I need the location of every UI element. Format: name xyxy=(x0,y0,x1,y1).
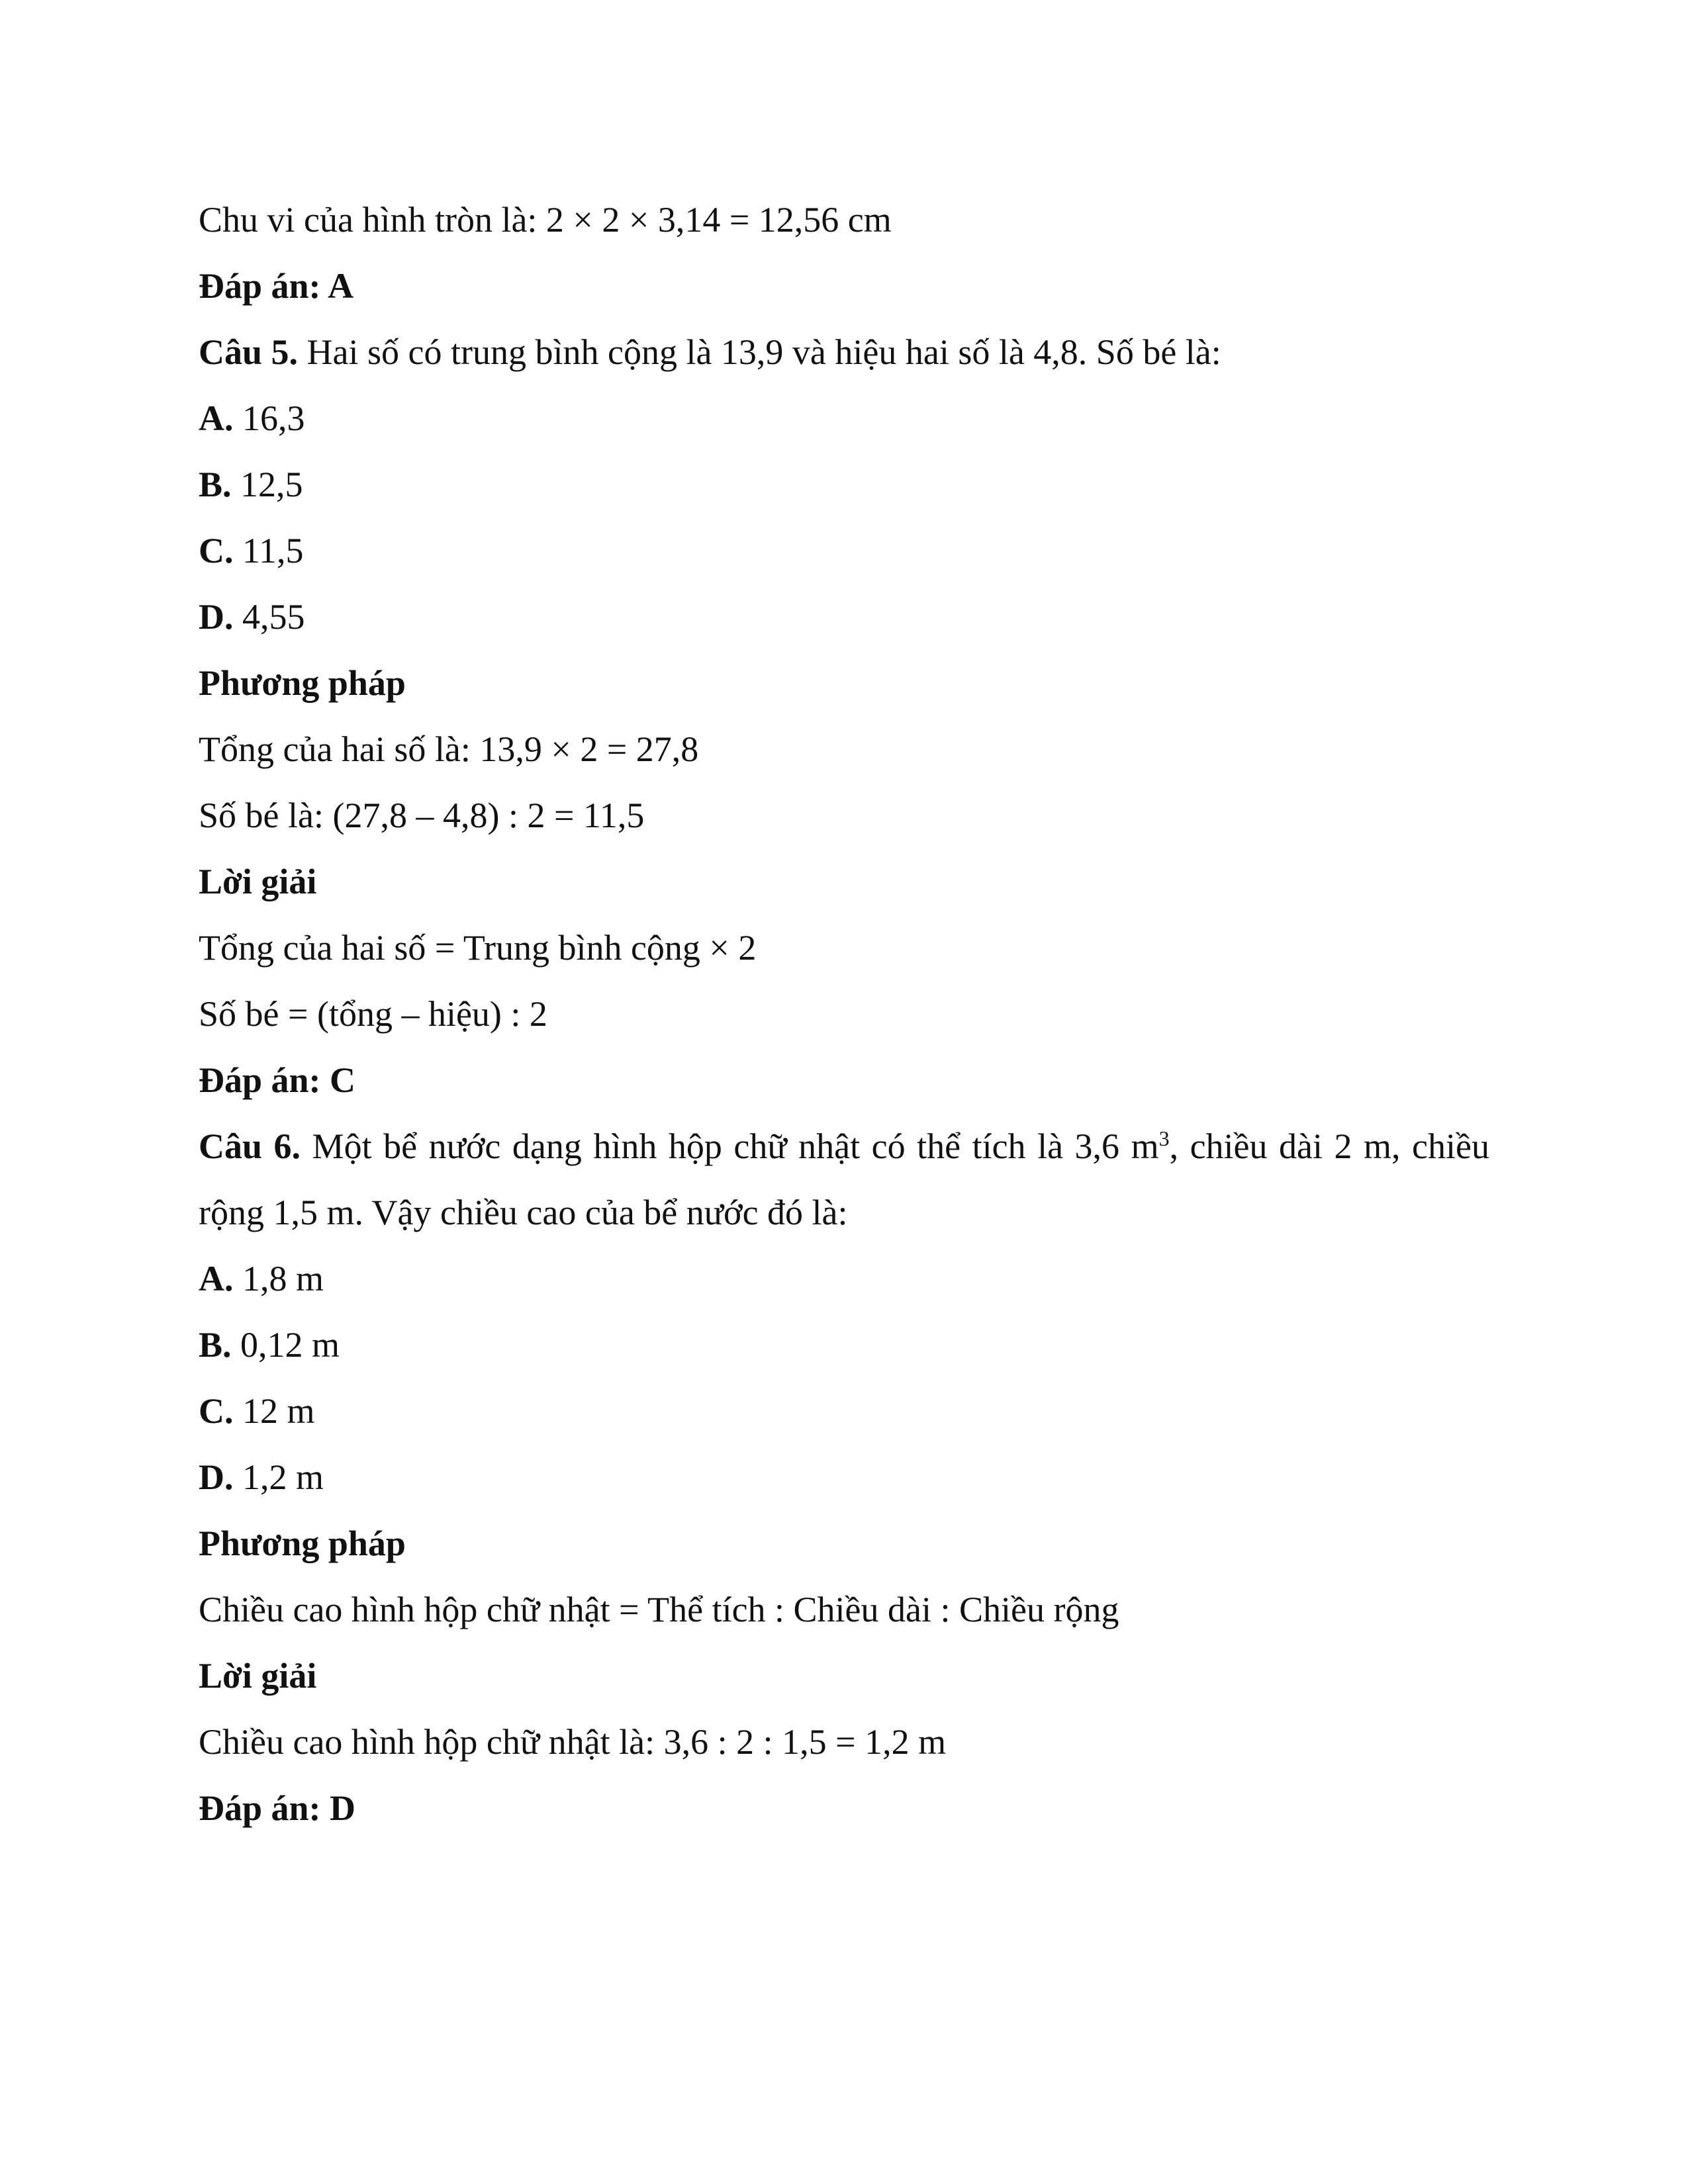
option-value: 0,12 m xyxy=(231,1325,340,1365)
option-value: 1,2 m xyxy=(233,1457,324,1497)
option-key: A. xyxy=(199,398,234,438)
q6-solution-line-1 xyxy=(199,1721,946,1763)
circle-perimeter-line xyxy=(199,199,892,241)
question-5-label: Câu 5. xyxy=(199,332,299,372)
option-key: C. xyxy=(199,531,234,570)
option-value: 4,55 xyxy=(233,597,305,637)
q6-option-c xyxy=(199,1390,315,1432)
option-key: D. xyxy=(199,597,234,637)
question-6-text-part-1: Một bể nước dạng hình hộp chữ nhật có thể tích là 3,6 m xyxy=(301,1126,1159,1166)
superscript-exponent: 3 xyxy=(1158,1126,1170,1150)
q5-option-b xyxy=(199,463,303,506)
option-value: 11,5 xyxy=(233,531,304,570)
answer-label: Đáp án: A xyxy=(199,266,354,306)
q5-answer xyxy=(199,1059,355,1101)
q6-solution-heading xyxy=(199,1655,316,1697)
option-value: 12,5 xyxy=(231,465,303,504)
option-key: A. xyxy=(199,1259,234,1298)
q6-option-b xyxy=(199,1324,340,1366)
q6-answer xyxy=(199,1787,355,1829)
option-value: 16,3 xyxy=(233,398,305,438)
question-5-text: Hai số có trung bình cộng là 13,9 và hiệu hai số là 4,8. Số bé là: xyxy=(298,332,1221,372)
option-key: D. xyxy=(199,1457,234,1497)
q5-method-line-2 xyxy=(199,794,644,837)
option-key: B. xyxy=(199,465,232,504)
question-6-label: Câu 6. xyxy=(199,1126,301,1166)
q5-solution-line-2 xyxy=(199,993,547,1035)
answer-label: Đáp án: C xyxy=(199,1060,356,1100)
question-5 xyxy=(199,331,1221,373)
option-key: B. xyxy=(199,1325,232,1365)
heading-text: Lời giải xyxy=(199,1656,317,1696)
q5-method-heading xyxy=(199,662,406,704)
q6-method-line-1 xyxy=(199,1588,1119,1631)
q5-option-d xyxy=(199,596,305,638)
text: Tổng của hai số = Trung bình cộng × 2 xyxy=(199,928,757,968)
q5-option-a xyxy=(199,397,305,439)
text: Chiều cao hình hộp chữ nhật là: 3,6 : 2 : 1,5 = 1,2 m xyxy=(199,1722,947,1762)
answer-label: Đáp án: D xyxy=(199,1788,356,1828)
option-key: C. xyxy=(199,1391,234,1431)
question-6-text-part-2: , chiều dài 2 m, chiều rộng 1,5 m. Vậy chiều cao của bể nước đó là: xyxy=(199,1126,1489,1232)
heading-text: Lời giải xyxy=(199,862,317,901)
answer-a-line xyxy=(199,265,353,307)
text: Số bé = (tổng – hiệu) : 2 xyxy=(199,994,547,1034)
q5-solution-heading xyxy=(199,860,316,903)
q6-method-heading xyxy=(199,1522,406,1565)
option-value: 1,8 m xyxy=(233,1259,324,1298)
text: Chu vi của hình tròn là: 2 × 2 × 3,14 = 12,56 cm xyxy=(199,200,892,240)
q5-method-line-1 xyxy=(199,728,698,770)
q6-option-d xyxy=(199,1456,324,1498)
text: Số bé là: (27,8 – 4,8) : 2 = 11,5 xyxy=(199,796,645,835)
text: Tổng của hai số là: 13,9 × 2 = 27,8 xyxy=(199,729,699,769)
q5-option-c xyxy=(199,529,304,572)
option-value: 12 m xyxy=(233,1391,315,1431)
question-6 xyxy=(199,1113,1489,1246)
heading-text: Phương pháp xyxy=(199,1524,406,1563)
text: Chiều cao hình hộp chữ nhật = Thể tích : Chiều dài : Chiều rộng xyxy=(199,1590,1119,1629)
q5-solution-line-1 xyxy=(199,927,756,969)
q6-option-a xyxy=(199,1257,324,1300)
heading-text: Phương pháp xyxy=(199,663,406,703)
